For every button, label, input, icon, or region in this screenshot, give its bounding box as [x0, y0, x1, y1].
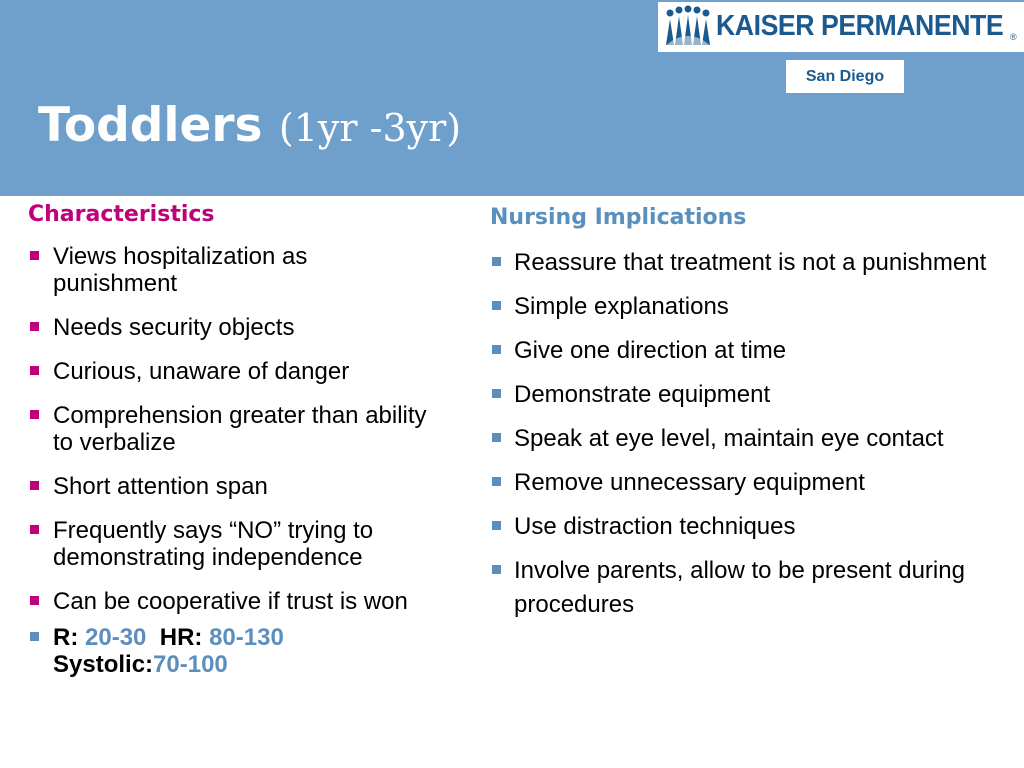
characteristics-list — [28, 243, 428, 678]
list-item — [490, 378, 990, 412]
square-bullet-icon — [492, 521, 501, 530]
resp-rate-value: 20-30 — [85, 624, 147, 651]
square-bullet-icon — [492, 389, 501, 398]
list-item-text: Views hospitalization as punishment — [53, 243, 308, 297]
list-item-text: Comprehension greater than ability to verbalize — [53, 402, 427, 456]
list-item-text: Needs security objects — [53, 314, 295, 341]
list-item-text: Simple explanations — [514, 293, 729, 320]
square-bullet-icon — [492, 565, 501, 574]
square-bullet-icon — [492, 345, 501, 354]
list-item-text: Give one direction at time — [514, 337, 787, 364]
list-item — [28, 588, 428, 615]
header-band — [0, 0, 1024, 196]
systolic-label: Systolic: — [53, 651, 154, 678]
list-item — [28, 473, 428, 500]
slide-title — [38, 96, 461, 158]
list-item-text: Speak at eye level, maintain eye contact — [514, 425, 944, 452]
square-bullet-icon — [30, 596, 39, 605]
location-badge: San Diego — [786, 60, 904, 93]
registered-mark: ® — [1010, 32, 1017, 42]
list-item-text: Use distraction techniques — [514, 513, 796, 540]
list-item-text: Remove unnecessary equipment — [514, 469, 865, 496]
list-item — [28, 402, 428, 456]
vital-signs-item — [28, 624, 428, 678]
characteristics-heading: Characteristics — [28, 202, 215, 227]
nursing-implications-column — [490, 203, 990, 632]
list-item — [490, 422, 990, 456]
list-item-text: Frequently says “NO” trying to demonstrating independence — [53, 517, 374, 571]
list-item — [490, 510, 990, 544]
list-item-text: Involve parents, allow to be present during procedures — [514, 557, 965, 618]
square-bullet-icon — [30, 366, 39, 375]
title-main: Toddlers — [38, 98, 263, 153]
list-item-text: Can be cooperative if trust is won — [53, 588, 408, 615]
square-bullet-icon — [30, 525, 39, 534]
heart-rate-label: HR: — [159, 624, 203, 651]
heart-rate-value: 80-130 — [209, 624, 284, 651]
list-item — [490, 334, 990, 368]
logo-text: KAISER PERMANENTE — [716, 10, 1004, 42]
list-item — [28, 358, 428, 385]
square-bullet-icon — [30, 251, 39, 260]
square-bullet-icon — [492, 477, 501, 486]
list-item — [28, 314, 428, 341]
list-item — [490, 554, 990, 622]
list-item-text: Curious, unaware of danger — [53, 358, 350, 385]
list-item — [490, 466, 990, 500]
kaiser-logo — [658, 2, 1024, 52]
square-bullet-icon — [30, 410, 39, 419]
list-item — [28, 517, 428, 571]
list-item-text: Demonstrate equipment — [514, 381, 771, 408]
square-bullet-icon — [30, 322, 39, 331]
square-bullet-icon — [492, 433, 501, 442]
square-bullet-icon — [492, 301, 501, 310]
list-item-text: Reassure that treatment is not a punishment — [514, 249, 987, 276]
square-bullet-icon — [492, 257, 501, 266]
list-item — [28, 243, 428, 297]
list-item — [490, 246, 990, 280]
resp-rate-label: R: — [53, 624, 79, 651]
list-item-text: Short attention span — [53, 473, 268, 500]
nursing-implications-list — [490, 246, 990, 622]
title-age-range: (1yr -3yr) — [278, 106, 462, 150]
characteristics-column — [28, 200, 428, 695]
list-item — [490, 290, 990, 324]
people-icon — [662, 5, 712, 49]
systolic-value: 70-100 — [153, 651, 228, 678]
nursing-implications-heading: Nursing Implications — [490, 205, 747, 230]
square-bullet-icon — [30, 481, 39, 490]
square-bullet-icon — [30, 632, 39, 641]
